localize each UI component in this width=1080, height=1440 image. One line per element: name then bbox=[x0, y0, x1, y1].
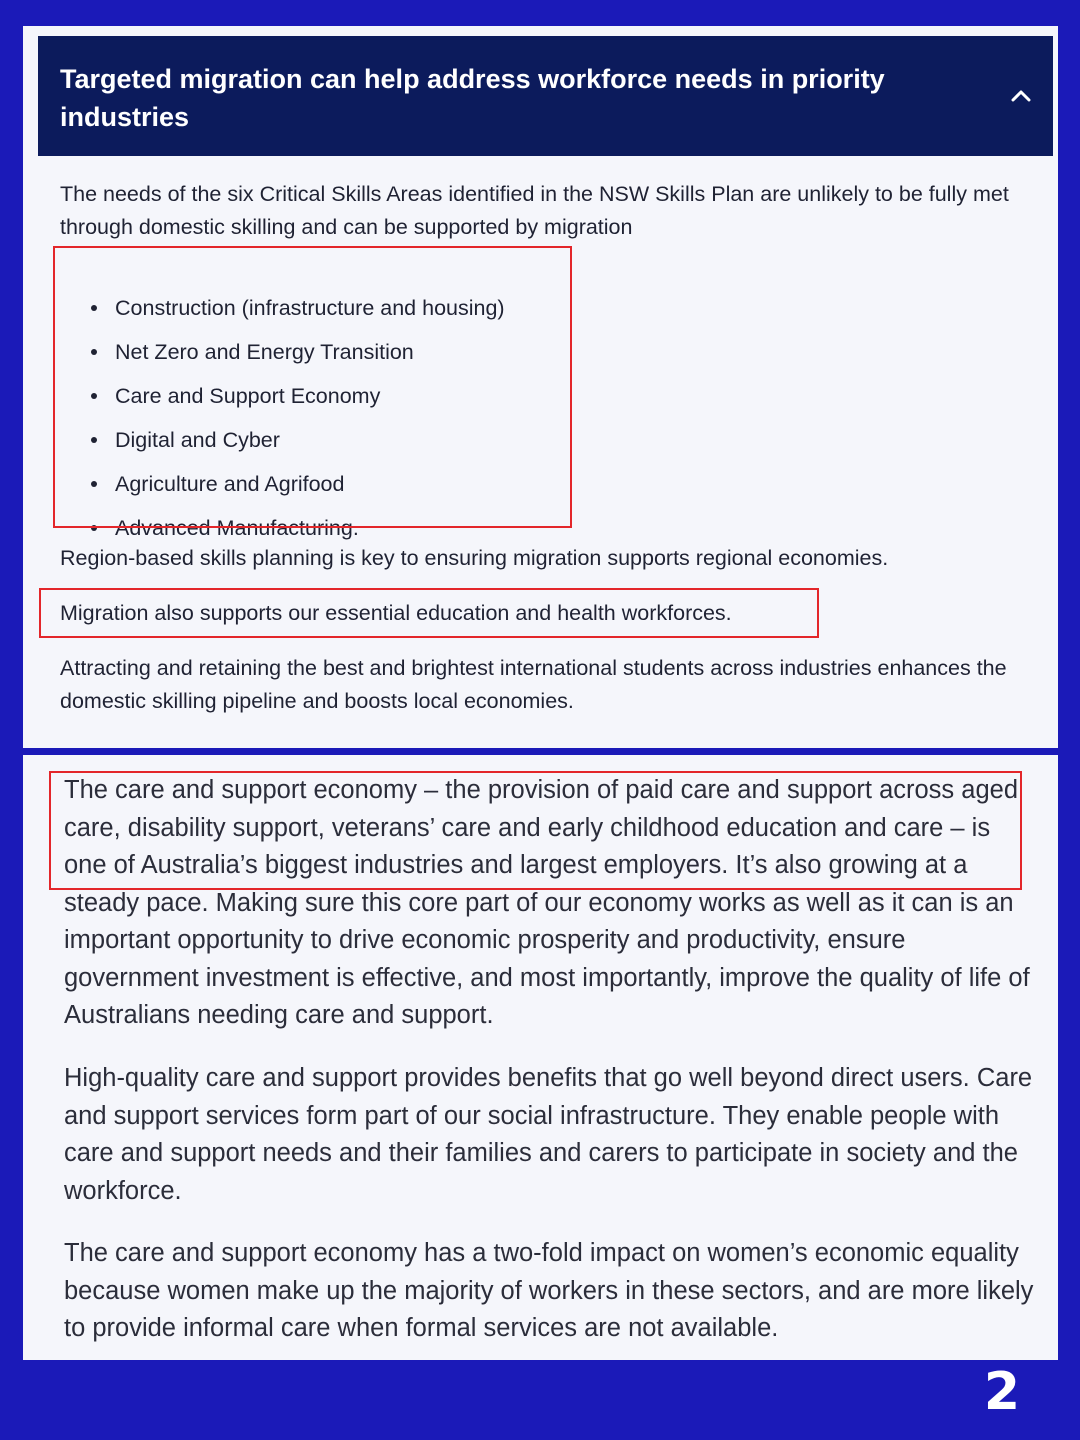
migration-highlight bbox=[39, 588, 819, 638]
attract-paragraph: Attracting and retaining the best and brightest international students across industries enhances the domestic skilling pipeline and boosts local economies. bbox=[60, 656, 1007, 713]
intro-text: The needs of the six Critical Skills Areas identified in the NSW Skills Plan are unlikely to be fully met through domestic skilling and can be supported by migration bbox=[60, 182, 1009, 239]
list-item: Construction (infrastructure and housing) bbox=[60, 286, 505, 330]
top-screenshot-panel bbox=[23, 26, 1058, 748]
care-economy-paragraph-2: High-quality care and support provides benefits that go well beyond direct users. Care and support services form part of our social infrastructure. They enable people with care and support needs and their families and carers to participate in society and the workforce. bbox=[64, 1064, 1033, 1205]
skills-list-highlight bbox=[53, 246, 572, 528]
page-number: 2 bbox=[983, 1362, 1020, 1422]
accordion-header[interactable] bbox=[38, 36, 1053, 156]
list-item: Net Zero and Energy Transition bbox=[60, 330, 505, 374]
region-paragraph: Region-based skills planning is key to ensuring migration supports regional economies. bbox=[60, 546, 889, 570]
care-economy-paragraph-3: The care and support economy has a two-fold impact on women’s economic equality because women make up the majority of workers in these sectors, and are more likely to provide informal care when formal services are not available. bbox=[64, 1239, 1034, 1342]
care-economy-highlight bbox=[49, 771, 1022, 890]
list-item: Agriculture and Agrifood bbox=[60, 462, 505, 506]
accordion-title: Targeted migration can help address workforce needs in priority industries bbox=[60, 64, 885, 132]
care-economy-paragraph-1: The care and support economy – the provision of paid care and support across aged care, disability support, veterans’ care and early childhood education and care – is one of Australia’s biggest industries and largest employers. It’s also growing at a steady pace. Making sure this core part of our economy works as well as it can is an important opportunity to drive economic prosperity and productivity, ensure government investment is effective, and most importantly, improve the quality of life of Australians needing care and support. bbox=[64, 776, 1030, 1029]
list-item: Digital and Cyber bbox=[60, 418, 505, 462]
list-item: Care and Support Economy bbox=[60, 374, 505, 418]
bottom-screenshot-panel bbox=[23, 755, 1058, 1360]
list-item: Advanced Manufacturing. bbox=[60, 506, 505, 550]
migration-paragraph: Migration also supports our essential education and health workforces. bbox=[60, 601, 732, 625]
chevron-up-icon[interactable] bbox=[1007, 82, 1035, 110]
